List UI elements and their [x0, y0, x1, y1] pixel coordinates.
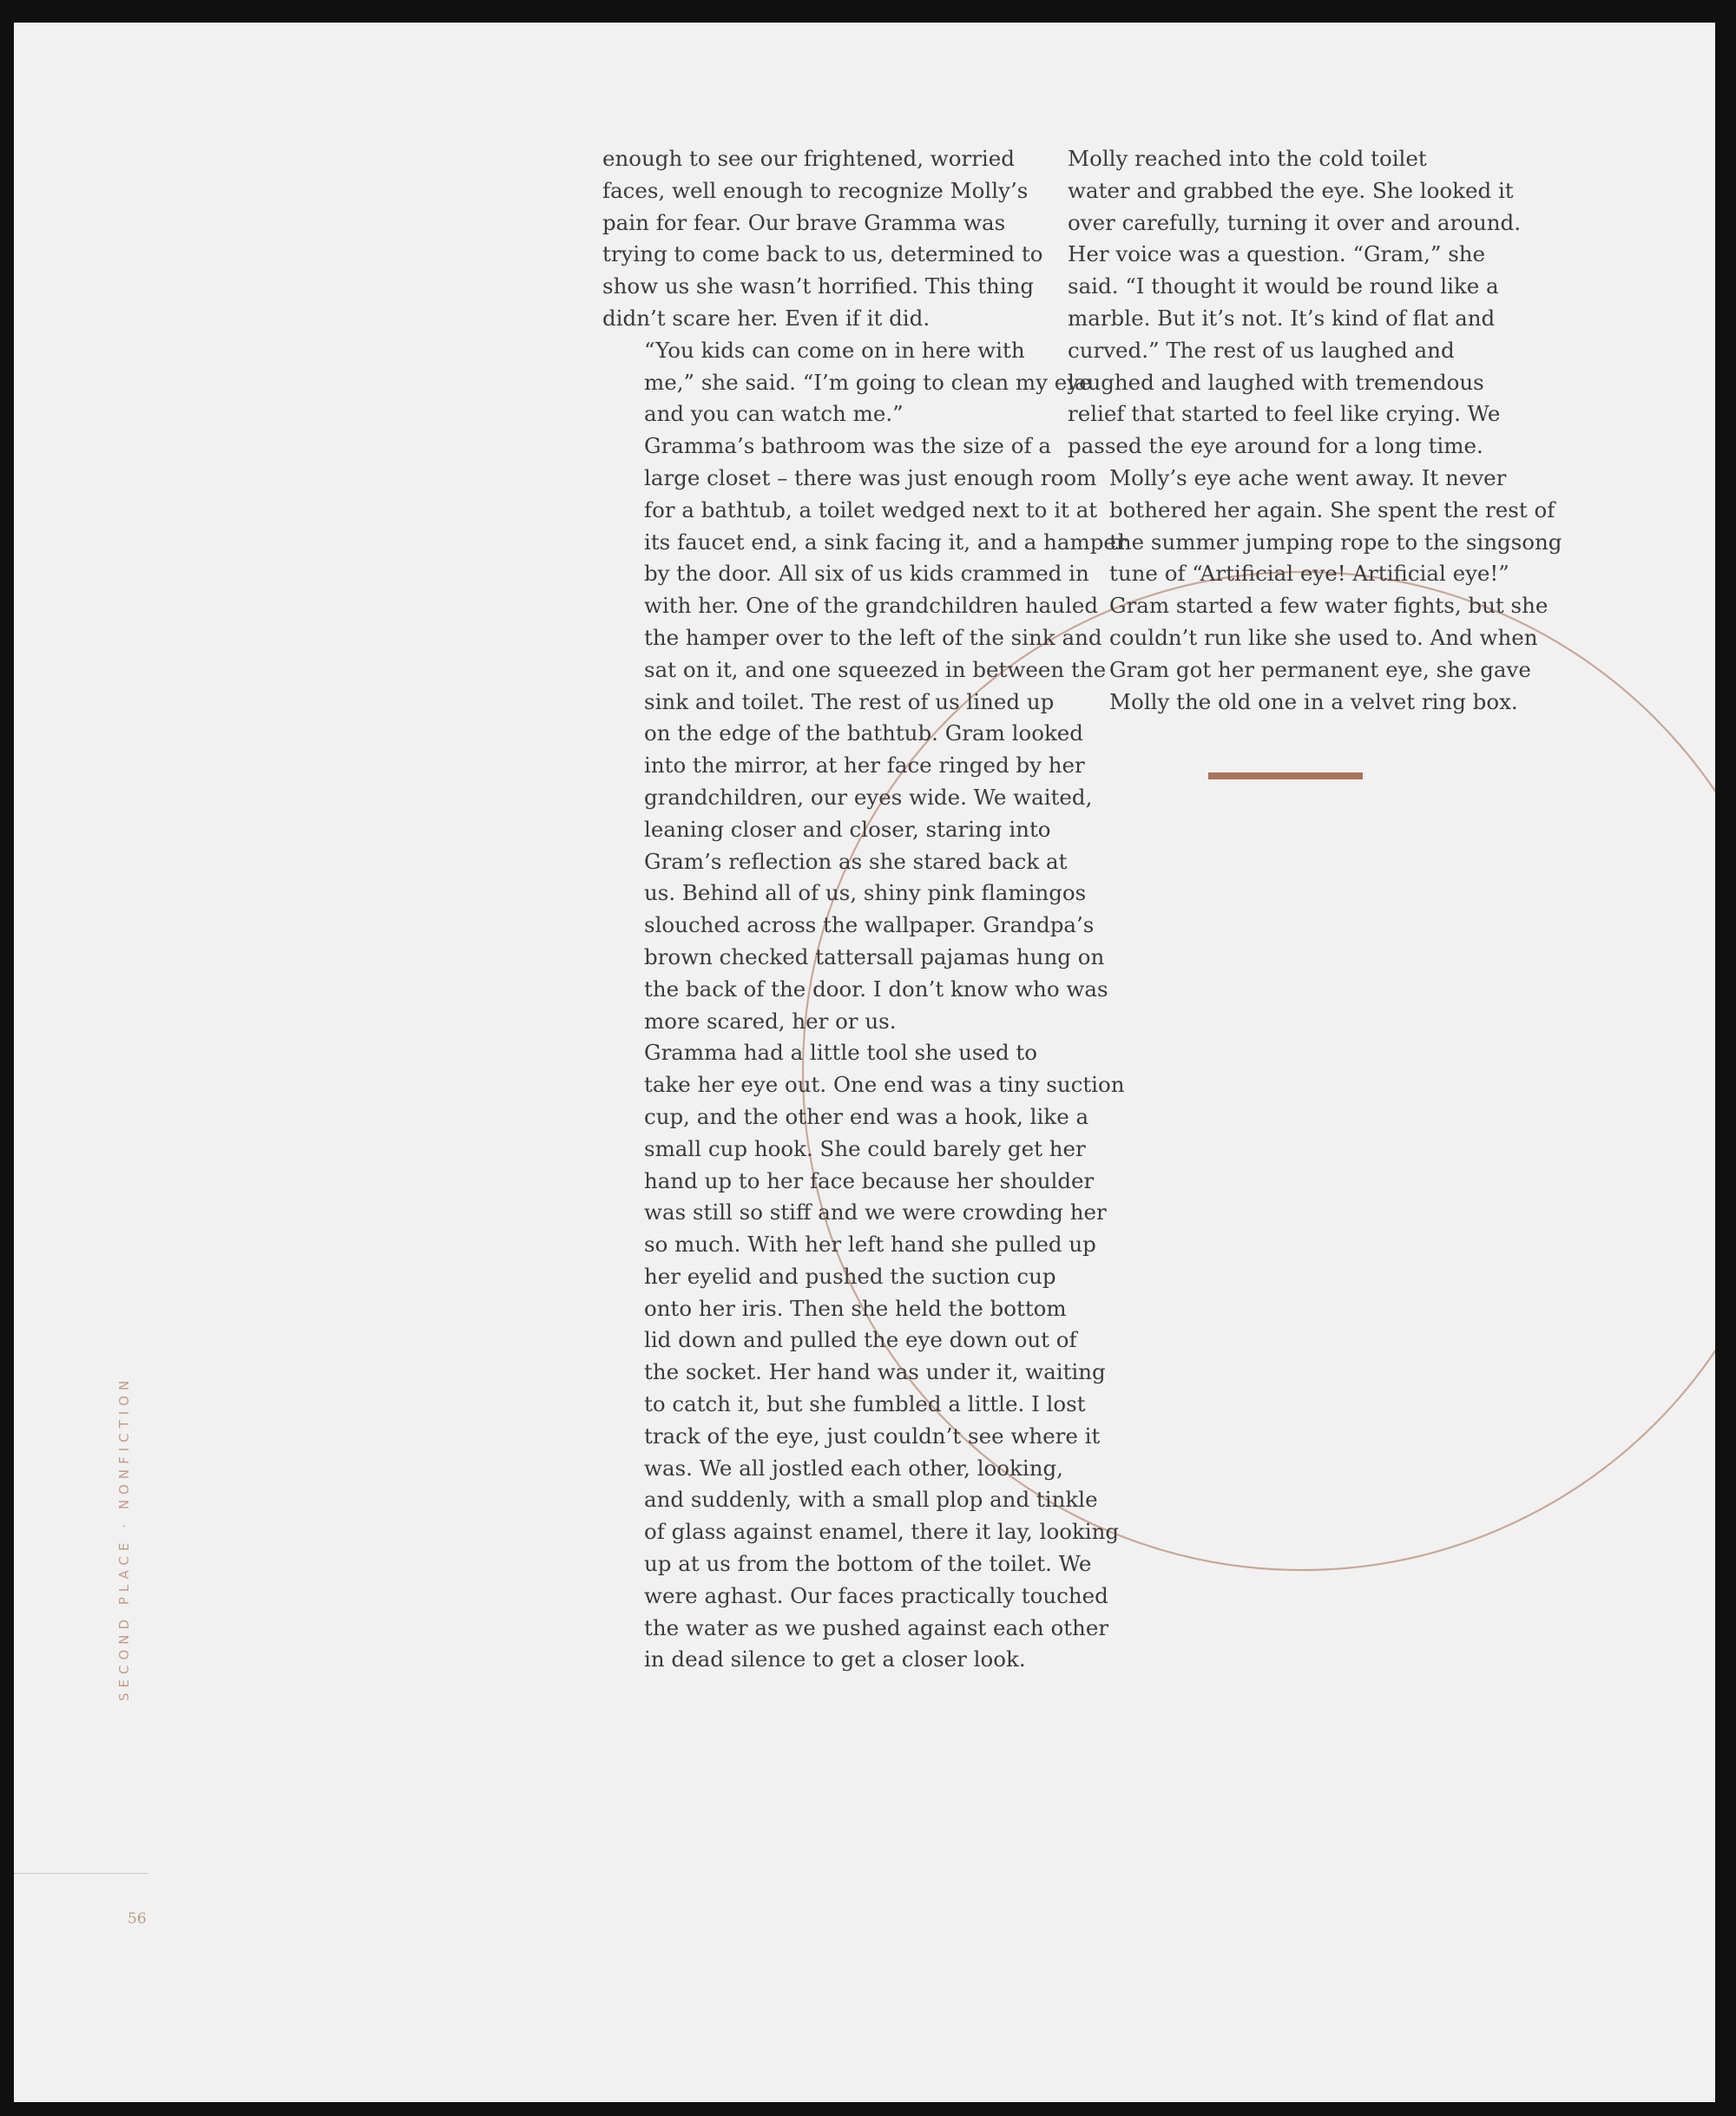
right-column-paragraph: [1068, 463, 1562, 718]
text-line: in dead silence to get a closer look.: [644, 1646, 1026, 1672]
text-line: slouched across the wallpaper. Grandpa’s: [644, 912, 1095, 938]
text-line: Molly reached into the cold toilet: [1068, 146, 1427, 171]
right-text-column: [1068, 143, 1562, 718]
section-label: SECOND PLACE · NONFICTION: [116, 1375, 132, 1701]
text-line: were aghast. Our faces practically touched: [644, 1582, 1108, 1608]
text-line: sat on it, and one squeezed in between the: [644, 656, 1107, 682]
folio-divider: [14, 1873, 148, 1874]
text-line: didn’t scare her. Even if it did.: [602, 305, 930, 331]
text-line: small cup hook. She could barely get her: [644, 1135, 1086, 1161]
text-line: its faucet end, a sink facing it, and a hamper: [644, 529, 1127, 555]
text-line: to catch it, but she fumbled a little. I lost: [644, 1391, 1086, 1417]
text-line: large closet – there was just enough room: [644, 464, 1097, 490]
left-text-column: [602, 143, 1127, 1676]
text-line: Molly’s eye ache went away. It never: [1109, 464, 1507, 490]
text-line: me,” she said. “I’m going to clean my eye: [644, 369, 1092, 395]
text-line: marble. But it’s not. It’s kind of flat and: [1068, 305, 1496, 331]
text-line: Gramma had a little tool she used to: [644, 1040, 1038, 1066]
text-line: lid down and pulled the eye down out of: [644, 1327, 1077, 1353]
page-number: 56: [128, 1910, 147, 1928]
text-line: by the door. All six of us kids crammed in: [644, 561, 1089, 587]
text-line: up at us from the bottom of the toilet. We: [644, 1551, 1092, 1577]
text-line: take her eye out. One end was a tiny suction: [644, 1072, 1125, 1098]
text-line: the socket. Her hand was under it, waiting: [644, 1359, 1106, 1385]
text-line: Her voice was a question. “Gram,” she: [1068, 241, 1486, 267]
end-of-story-rule: [1208, 772, 1363, 779]
text-line: the water as we pushed against each other: [644, 1614, 1109, 1640]
text-line: us. Behind all of us, shiny pink flamingos: [644, 880, 1087, 906]
text-line: trying to come back to us, determined to: [602, 241, 1043, 267]
text-line: Gram started a few water fights, but she: [1109, 593, 1549, 619]
text-line: and suddenly, with a small plop and tinkle: [644, 1487, 1098, 1513]
text-line: grandchildren, our eyes wide. We waited,: [644, 784, 1093, 810]
text-line: laughed and laughed with tremendous: [1068, 369, 1484, 395]
text-line: of glass against enamel, there it lay, looking: [644, 1519, 1120, 1545]
text-line: Gram got her permanent eye, she gave: [1109, 656, 1531, 682]
text-line: for a bathtub, a toilet wedged next to it at: [644, 496, 1098, 522]
text-line: hand up to her face because her shoulder: [644, 1167, 1095, 1193]
text-line: sink and toilet. The rest of us lined up: [644, 688, 1055, 714]
text-line: relief that started to feel like crying. We: [1068, 401, 1501, 427]
text-line: brown checked tattersall pajamas hung on: [644, 943, 1105, 969]
left-column-paragraph: [602, 143, 1054, 335]
text-line: the summer jumping rope to the singsong: [1109, 529, 1562, 555]
text-line: and you can watch me.”: [644, 401, 904, 427]
left-column-paragraph: [602, 1037, 1125, 1676]
text-line: pain for fear. Our brave Gramma was: [602, 209, 1006, 235]
left-column-paragraph: [602, 430, 1127, 1037]
text-line: faces, well enough to recognize Molly’s: [602, 177, 1029, 203]
text-line: more scared, her or us.: [644, 1008, 897, 1034]
text-line: onto her iris. Then she held the bottom: [644, 1295, 1067, 1321]
left-column-paragraph: [602, 335, 1092, 430]
text-line: into the mirror, at her face ringed by her: [644, 752, 1085, 779]
text-line: enough to see our frightened, worried: [602, 146, 1015, 171]
text-line: passed the eye around for a long time.: [1068, 433, 1483, 459]
text-line: tune of “Artificial eye! Artificial eye!”: [1109, 561, 1509, 587]
text-line: so much. With her left hand she pulled up: [644, 1232, 1096, 1258]
text-line: curved.” The rest of us laughed and: [1068, 337, 1455, 363]
text-line: Gram’s reflection as she stared back at: [644, 848, 1068, 874]
text-line: cup, and the other end was a hook, like a: [644, 1103, 1089, 1129]
text-line: was. We all jostled each other, looking,: [644, 1455, 1063, 1481]
text-line: Molly the old one in a velvet ring box.: [1109, 688, 1518, 714]
text-line: track of the eye, just couldn’t see where it: [644, 1423, 1101, 1449]
text-line: with her. One of the grandchildren hauled: [644, 593, 1099, 619]
text-line: over carefully, turning it over and around.: [1068, 209, 1522, 235]
text-line: couldn’t run like she used to. And when: [1109, 624, 1538, 650]
magazine-page: [14, 23, 1715, 2102]
text-line: leaning closer and closer, staring into: [644, 816, 1051, 842]
text-line: “You kids can come on in here with: [644, 337, 1025, 363]
text-line: was still so stiff and we were crowding her: [644, 1199, 1107, 1226]
text-line: said. “I thought it would be round like a: [1068, 273, 1499, 299]
text-line: on the edge of the bathtub. Gram looked: [644, 720, 1083, 746]
text-line: her eyelid and pushed the suction cup: [644, 1263, 1056, 1289]
text-line: bothered her again. She spent the rest of: [1109, 496, 1555, 522]
text-line: the hamper over to the left of the sink and: [644, 624, 1102, 650]
text-line: the back of the door. I don’t know who was: [644, 976, 1108, 1002]
right-column-paragraph: [1068, 143, 1522, 463]
text-line: Gramma’s bathroom was the size of a: [644, 433, 1051, 459]
text-line: water and grabbed the eye. She looked it: [1068, 177, 1514, 203]
text-line: show us she wasn’t horrified. This thing: [602, 273, 1035, 299]
